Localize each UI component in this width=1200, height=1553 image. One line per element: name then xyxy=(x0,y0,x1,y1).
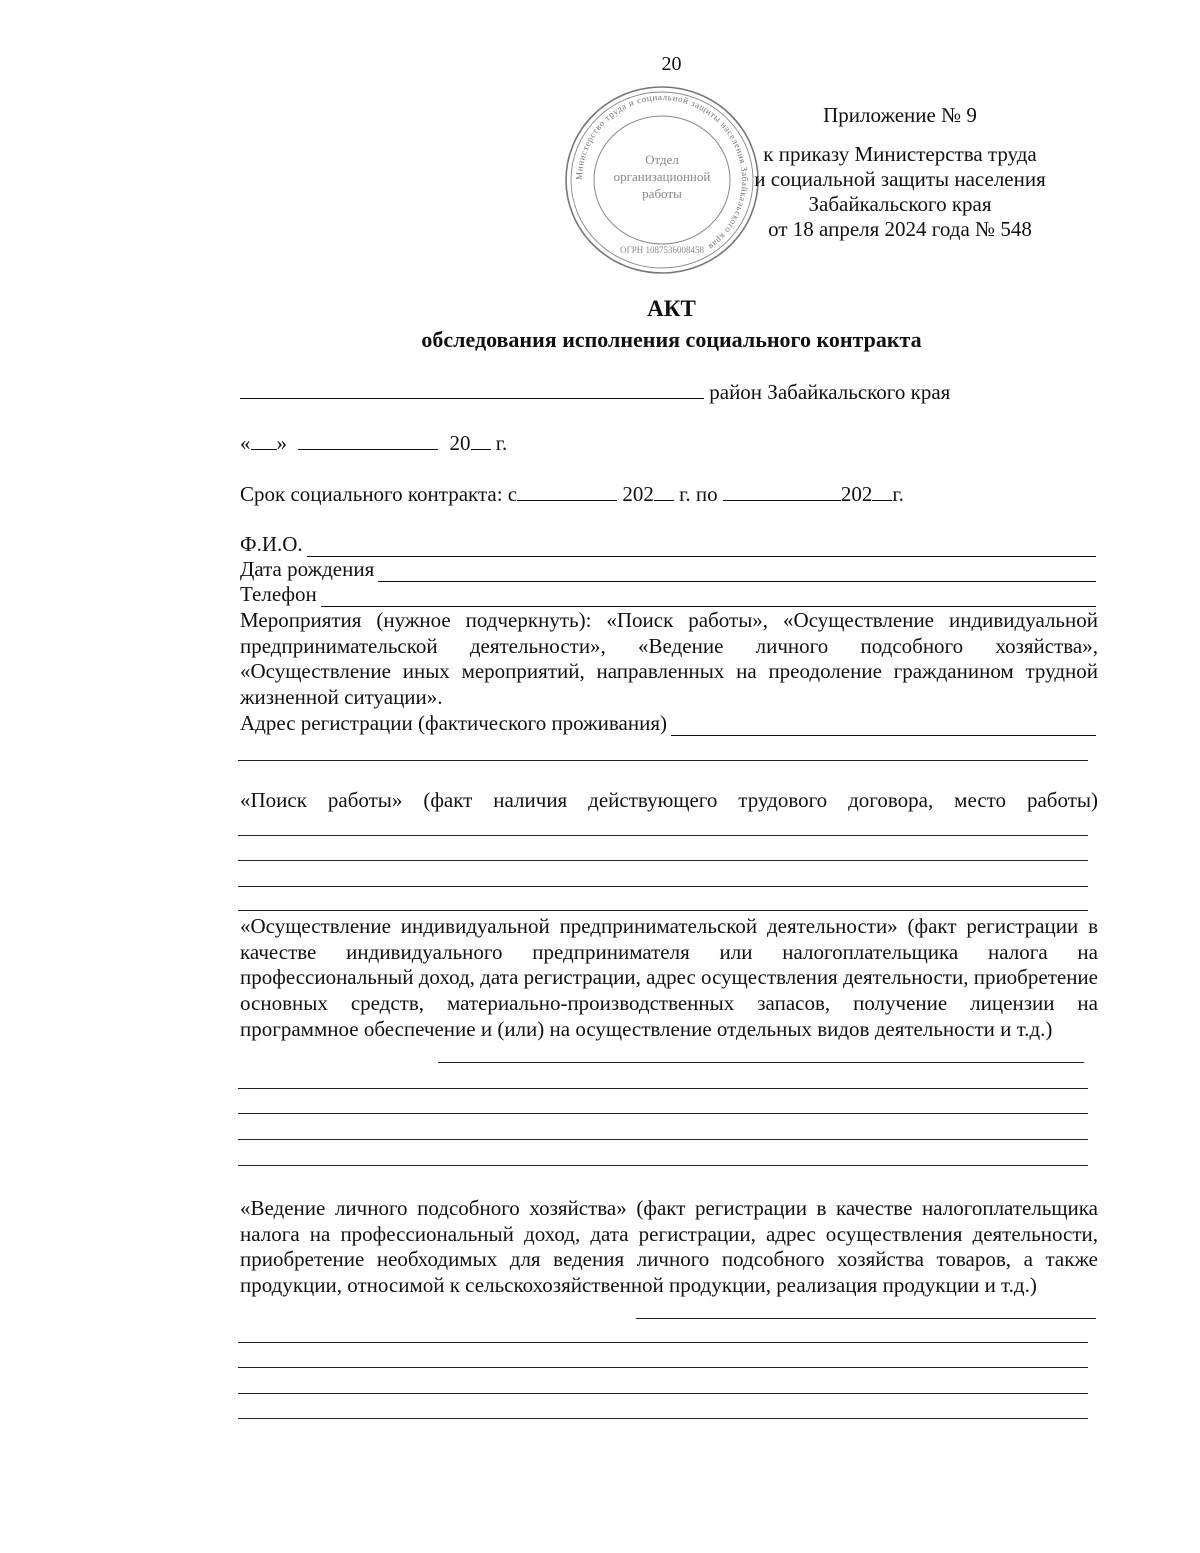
term-start-blank[interactable] xyxy=(517,483,617,501)
entrepreneur-line-2[interactable] xyxy=(238,1113,1088,1114)
appendix-line5: от 18 апреля 2024 года № 548 xyxy=(768,217,1032,241)
term-row xyxy=(240,482,904,507)
year-prefix: 20 xyxy=(449,431,471,455)
entrepreneur-paragraph: «Осуществление индивидуальной предпринимательской деятельности» (факт регистрации в качестве индивидуального предпринимателя или налогоплательщика налога на профессиональный доход, дата регистрации, адрес осуществления деятельности, приобретение основных средств, материально-производственных запасов, получение лицензии на программное обеспечение и (или) на осуществление отдельных видов деятельности и т.д.) xyxy=(240,914,1098,1041)
phone-label: Телефон xyxy=(240,582,317,606)
phone-field[interactable] xyxy=(321,589,1096,607)
farming-line-3[interactable] xyxy=(238,1393,1088,1394)
term-year1-blank[interactable] xyxy=(654,483,674,501)
address-line-2[interactable] xyxy=(238,760,1088,761)
term-year2-blank[interactable] xyxy=(872,483,892,501)
address-field[interactable] xyxy=(671,718,1096,736)
entrepreneur-line-1[interactable] xyxy=(238,1088,1088,1089)
year-suffix: г. xyxy=(495,431,508,455)
stamp-center-line1: Отдел xyxy=(645,152,679,167)
document-title: АКТ xyxy=(647,296,696,321)
date-close-quote: » xyxy=(276,431,287,455)
measures-paragraph: Мероприятия (нужное подчеркнуть): «Поиск работы», «Осуществление индивидуальной предпринимательской деятельности», «Ведение личного подсобного хозяйства», «Осуществление иных мероприятий, направленных на преодоление гражданином трудной жизненной ситуации». xyxy=(240,608,1098,710)
farming-line-2[interactable] xyxy=(238,1367,1088,1368)
stamp-ring-text: Министерство труда и социальной защиты населения Забайкальского края xyxy=(573,91,751,253)
month-blank[interactable] xyxy=(298,432,438,450)
term-year1: 202 xyxy=(622,482,654,506)
term-year2: 202 xyxy=(840,482,873,506)
appendix-line4: Забайкальского края xyxy=(808,192,992,216)
phone-row xyxy=(240,582,1096,607)
term-label: Срок социального контракта: с xyxy=(240,482,518,506)
birth-row xyxy=(240,557,1096,582)
appendix-line1: Приложение № 9 xyxy=(823,103,977,127)
district-suffix: район Забайкальского края xyxy=(709,380,951,404)
term-end: г. xyxy=(892,482,904,506)
job-line-3[interactable] xyxy=(238,886,1088,887)
stamp-center-line3: работы xyxy=(642,186,682,201)
farming-line-4[interactable] xyxy=(238,1418,1088,1419)
stamp-center-line2: организационной xyxy=(613,169,711,184)
job-line-1[interactable] xyxy=(238,835,1088,836)
stamp-ogrn: ОГРН 1087536008458 xyxy=(620,245,704,255)
term-mid: г. по xyxy=(679,482,718,506)
birth-field[interactable] xyxy=(378,564,1096,582)
address-row xyxy=(240,711,1096,736)
appendix-line2: к приказу Министерства труда xyxy=(763,142,1037,166)
farming-line-1[interactable] xyxy=(238,1342,1088,1343)
district-blank[interactable] xyxy=(240,381,704,399)
date-row xyxy=(240,431,507,456)
address-label: Адрес регистрации (фактического проживания) xyxy=(240,711,667,735)
farming-line-0[interactable] xyxy=(636,1318,1096,1319)
entrepreneur-line-0[interactable] xyxy=(438,1062,1084,1063)
job-search-paragraph: «Поиск работы» (факт наличия действующего трудового договора, место работы) xyxy=(240,788,1098,812)
farming-paragraph: «Ведение личного подсобного хозяйства» (факт регистрации в качестве налогоплательщика налога на профессиональный доход, дата регистрации, адрес осуществления деятельности, приобретение необходимых для ведения личного подсобного хозяйства товаров, а также продукции, относимой к сельскохозяйственной продукции, реализация продукции и т.д.) xyxy=(240,1196,1098,1298)
appendix-block xyxy=(730,103,1070,242)
date-open-quote: « xyxy=(240,431,251,455)
fio-row xyxy=(240,532,1096,557)
job-line-2[interactable] xyxy=(238,860,1088,861)
document-subtitle: обследования исполнения социального контракта xyxy=(421,327,922,352)
entrepreneur-line-3[interactable] xyxy=(238,1139,1088,1140)
appendix-line3: и социальной защиты населения xyxy=(754,167,1046,191)
day-blank[interactable] xyxy=(251,432,277,450)
district-row xyxy=(240,380,950,405)
page-number: 20 xyxy=(661,53,682,75)
fio-field[interactable] xyxy=(307,539,1096,557)
year-blank[interactable] xyxy=(471,432,491,450)
job-line-4[interactable] xyxy=(238,910,1088,911)
birth-label: Дата рождения xyxy=(240,557,375,581)
fio-label: Ф.И.О. xyxy=(240,532,303,556)
entrepreneur-line-4[interactable] xyxy=(238,1165,1088,1166)
term-end-blank[interactable] xyxy=(723,483,841,501)
